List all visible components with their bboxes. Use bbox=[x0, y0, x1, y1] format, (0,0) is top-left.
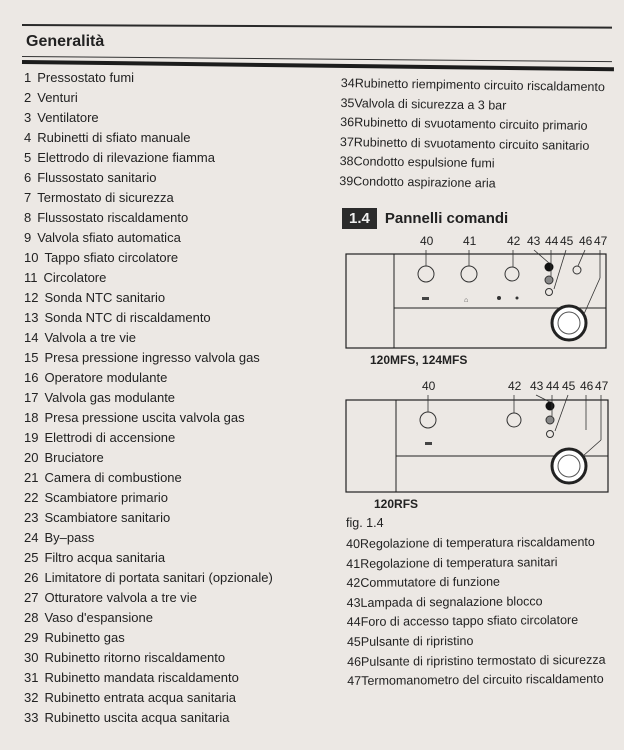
item-text: Circolatore bbox=[43, 270, 107, 285]
item-text: Foro di accesso tappo sfiato circolatore bbox=[360, 613, 579, 630]
list-item bbox=[24, 188, 273, 208]
item-text: Valvola a tre vie bbox=[44, 330, 136, 345]
item-text: Rubinetto riempimento circuito riscaldamento bbox=[354, 76, 605, 95]
list-item bbox=[24, 688, 273, 708]
item-number: 19 bbox=[24, 430, 39, 445]
item-number: 22 bbox=[24, 490, 39, 505]
item-number: 26 bbox=[24, 570, 39, 585]
item-number: 7 bbox=[24, 190, 32, 205]
list-item bbox=[24, 88, 273, 108]
item-number: 6 bbox=[24, 170, 32, 185]
item-number: 25 bbox=[24, 550, 39, 565]
callout-42-bottom: 42 bbox=[508, 379, 522, 393]
item-text: Rubinetto mandata riscaldamento bbox=[44, 670, 239, 685]
list-item bbox=[347, 631, 606, 653]
list-item bbox=[24, 508, 273, 528]
item-text: Rubinetto di svuotamento circuito sanitario bbox=[353, 134, 590, 153]
list-item bbox=[24, 168, 273, 188]
callout-46-bottom: 46 bbox=[580, 379, 594, 393]
item-text: Flussostato riscaldamento bbox=[37, 210, 189, 225]
list-item bbox=[24, 488, 273, 508]
list-item bbox=[24, 308, 273, 328]
item-text: Condotto espulsione fumi bbox=[353, 154, 495, 171]
item-number: 18 bbox=[24, 410, 39, 425]
list-item bbox=[24, 388, 273, 408]
item-number: 29 bbox=[24, 630, 39, 645]
item-text: Rubinetto ritorno riscaldamento bbox=[44, 650, 226, 665]
callout-42-top: 42 bbox=[507, 234, 521, 248]
model-label-top: 120MFS, 124MFS bbox=[370, 353, 468, 367]
item-text: Otturatore valvola a tre vie bbox=[44, 590, 197, 605]
item-text: Flussostato sanitario bbox=[37, 170, 157, 185]
item-text: Vaso d'espansione bbox=[44, 610, 153, 625]
list-item bbox=[24, 108, 273, 128]
list-item bbox=[24, 268, 273, 288]
list-item bbox=[24, 588, 273, 608]
panel-top bbox=[346, 234, 608, 367]
list-item bbox=[24, 68, 273, 88]
item-number: 13 bbox=[24, 310, 39, 325]
list-item bbox=[24, 328, 273, 348]
item-number: 8 bbox=[24, 210, 32, 225]
item-text: Operatore modulante bbox=[44, 370, 168, 385]
list-item bbox=[24, 208, 273, 228]
list-item bbox=[24, 128, 273, 148]
item-number: 1 bbox=[24, 70, 32, 85]
list-item bbox=[347, 611, 606, 633]
item-number: 14 bbox=[24, 330, 39, 345]
item-number: 2 bbox=[24, 90, 32, 105]
item-text: Filtro acqua sanitaria bbox=[44, 550, 166, 565]
item-number: 34 bbox=[340, 75, 355, 91]
list-item bbox=[24, 348, 273, 368]
item-text: Regolazione di temperatura sanitari bbox=[360, 554, 558, 571]
svg-text:⌂: ⌂ bbox=[464, 297, 469, 304]
callout-45-bottom: 45 bbox=[562, 379, 576, 393]
panel-section-title bbox=[342, 208, 508, 229]
item-text: Lampada di segnalazione blocco bbox=[360, 594, 543, 610]
item-text: Pulsante di ripristino termostato di sicurezza bbox=[360, 652, 606, 669]
item-text: Rubinetto gas bbox=[44, 630, 125, 645]
item-number: 11 bbox=[24, 270, 38, 285]
item-number: 16 bbox=[24, 370, 39, 385]
item-text: By–pass bbox=[44, 530, 95, 545]
item-number: 40 bbox=[346, 536, 361, 551]
item-number: 10 bbox=[24, 250, 39, 265]
item-number: 42 bbox=[346, 576, 361, 591]
components-list-right bbox=[339, 74, 605, 195]
callout-41-top: 41 bbox=[463, 234, 477, 248]
list-item bbox=[24, 608, 273, 628]
item-number: 36 bbox=[340, 114, 355, 130]
item-number: 28 bbox=[24, 610, 39, 625]
list-item bbox=[24, 148, 273, 168]
item-number: 32 bbox=[24, 690, 39, 705]
list-item bbox=[24, 468, 273, 488]
figure-caption: fig. 1.4 bbox=[346, 516, 384, 530]
item-number: 44 bbox=[346, 615, 361, 630]
list-item bbox=[347, 670, 606, 692]
callout-44-bottom: 44 bbox=[546, 379, 560, 393]
model-label-bottom: 120RFS bbox=[374, 497, 419, 511]
item-number: 5 bbox=[24, 150, 32, 165]
item-number: 39 bbox=[339, 173, 354, 188]
item-text: Rubinetto di svuotamento circuito primario bbox=[354, 115, 588, 133]
callout-47-top: 47 bbox=[594, 234, 608, 248]
item-number: 15 bbox=[24, 350, 39, 365]
list-item bbox=[346, 572, 605, 594]
panel-bottom bbox=[346, 379, 609, 511]
item-number: 12 bbox=[24, 290, 39, 305]
item-number: 33 bbox=[24, 710, 39, 725]
item-number: 3 bbox=[24, 110, 32, 125]
item-number: 38 bbox=[339, 153, 354, 169]
item-text: Commutatore di funzione bbox=[360, 574, 501, 591]
item-text: Elettrodo di rilevazione fiamma bbox=[37, 150, 215, 165]
callout-43-bottom: 43 bbox=[530, 379, 544, 393]
item-text: Condotto aspirazione aria bbox=[353, 173, 496, 190]
item-number: 27 bbox=[24, 590, 39, 605]
list-item bbox=[24, 448, 273, 468]
item-text: Venturi bbox=[37, 90, 78, 105]
list-item bbox=[24, 428, 273, 448]
item-text: Sonda NTC sanitario bbox=[44, 290, 166, 305]
item-text: Termomanometro del circuito riscaldamento bbox=[361, 671, 604, 689]
item-number: 31 bbox=[24, 670, 39, 685]
list-item bbox=[24, 528, 273, 548]
list-item bbox=[24, 628, 273, 648]
item-number: 23 bbox=[24, 510, 39, 525]
item-text: Bruciatore bbox=[44, 450, 104, 465]
callout-43-top: 43 bbox=[527, 234, 541, 248]
item-text: Termostato di sicurezza bbox=[37, 190, 174, 205]
item-text: Tappo sfiato circolatore bbox=[44, 250, 179, 265]
section-number-badge: 1.4 bbox=[342, 208, 377, 229]
item-number: 9 bbox=[24, 230, 32, 245]
item-number: 21 bbox=[24, 470, 39, 485]
item-text: Valvola di sicurezza a 3 bar bbox=[354, 95, 507, 113]
callout-45-top: 45 bbox=[560, 234, 574, 248]
top-rule bbox=[22, 24, 612, 29]
item-text: Presa pressione uscita valvola gas bbox=[44, 410, 245, 425]
item-number: 4 bbox=[24, 130, 32, 145]
list-item bbox=[24, 288, 273, 308]
control-panel-diagram bbox=[342, 230, 614, 520]
section-heading: Generalità bbox=[26, 33, 105, 50]
callout-44-top: 44 bbox=[545, 234, 559, 248]
list-item bbox=[24, 548, 273, 568]
item-text: Regolazione di temperatura riscaldamento bbox=[359, 534, 595, 551]
item-text: Elettrodi di accensione bbox=[44, 430, 176, 445]
item-text: Rubinetti di sfiato manuale bbox=[37, 130, 191, 145]
list-item bbox=[24, 648, 273, 668]
list-item bbox=[24, 408, 273, 428]
panel-legend-list bbox=[346, 533, 606, 692]
components-list-left bbox=[24, 68, 273, 728]
item-text: Scambiatore sanitario bbox=[44, 510, 171, 525]
item-number: 17 bbox=[24, 390, 39, 405]
list-item bbox=[24, 568, 273, 588]
item-number: 20 bbox=[24, 450, 39, 465]
callout-40-top: 40 bbox=[420, 234, 434, 248]
list-item bbox=[339, 171, 603, 195]
item-number: 47 bbox=[347, 674, 362, 689]
item-text: Scambiatore primario bbox=[44, 490, 169, 505]
item-text: Presa pressione ingresso valvola gas bbox=[44, 350, 260, 365]
item-text: Ventilatore bbox=[37, 110, 99, 125]
item-text: Valvola sfiato automatica bbox=[37, 230, 181, 245]
callout-46-top: 46 bbox=[579, 234, 593, 248]
item-text: Pressostato fumi bbox=[37, 70, 135, 85]
item-text: Rubinetto uscita acqua sanitaria bbox=[44, 710, 230, 725]
list-item bbox=[346, 533, 605, 555]
list-item bbox=[346, 552, 605, 574]
list-item bbox=[347, 650, 606, 672]
item-number: 30 bbox=[24, 650, 39, 665]
item-number: 46 bbox=[347, 654, 362, 669]
item-number: 24 bbox=[24, 530, 39, 545]
item-number: 43 bbox=[346, 595, 361, 610]
section-title-text: Pannelli comandi bbox=[384, 210, 509, 227]
list-item bbox=[24, 368, 273, 388]
list-item bbox=[24, 708, 273, 728]
item-text: Pulsante di ripristino bbox=[360, 633, 474, 649]
item-number: 45 bbox=[346, 634, 361, 649]
list-item bbox=[24, 668, 273, 688]
item-number: 35 bbox=[340, 95, 355, 110]
item-number: 37 bbox=[339, 134, 354, 149]
list-item bbox=[24, 248, 273, 268]
callout-40-bottom: 40 bbox=[422, 379, 436, 393]
callout-47-bottom: 47 bbox=[595, 379, 609, 393]
item-text: Valvola gas modulante bbox=[44, 390, 176, 405]
item-text: Sonda NTC di riscaldamento bbox=[44, 310, 211, 325]
item-text: Camera di combustione bbox=[44, 470, 182, 485]
item-number: 41 bbox=[346, 556, 361, 571]
list-item bbox=[24, 228, 273, 248]
item-text: Limitatore di portata sanitari (opzionale) bbox=[44, 570, 273, 585]
list-item bbox=[347, 592, 606, 614]
item-text: Rubinetto entrata acqua sanitaria bbox=[44, 690, 236, 705]
